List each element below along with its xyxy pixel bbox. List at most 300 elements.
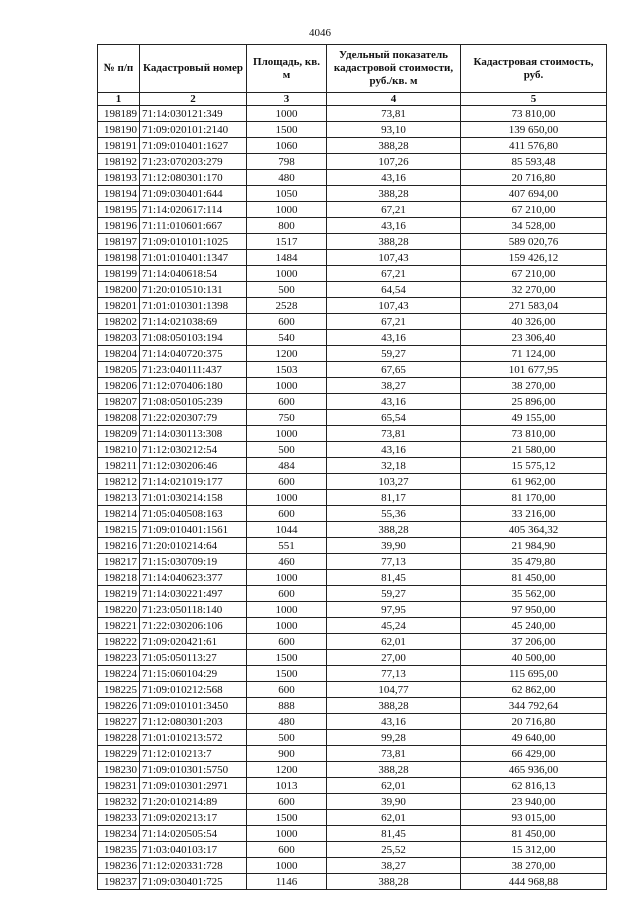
cadastral-value-cell: 589 020,76	[461, 234, 607, 250]
specific-value-cell: 39,90	[327, 538, 461, 554]
table-row	[98, 154, 607, 170]
row-number-cell: 198192	[98, 154, 140, 170]
cadastral-value-cell: 73 810,00	[461, 106, 607, 122]
row-number-cell: 198215	[98, 522, 140, 538]
cadastral-number-cell: 71:09:020213:17	[140, 810, 247, 826]
cadastral-number-cell: 71:01:010401:1347	[140, 250, 247, 266]
table-row	[98, 410, 607, 426]
specific-value-cell: 64,54	[327, 282, 461, 298]
specific-value-cell: 43,16	[327, 442, 461, 458]
area-cell: 600	[247, 474, 327, 490]
area-cell: 500	[247, 282, 327, 298]
specific-value-cell: 67,21	[327, 202, 461, 218]
cadastral-value-cell: 49 155,00	[461, 410, 607, 426]
row-number-cell: 198224	[98, 666, 140, 682]
specific-value-cell: 67,65	[327, 362, 461, 378]
table-row	[98, 442, 607, 458]
row-number-cell: 198236	[98, 858, 140, 874]
cadastral-number-cell: 71:23:070203:279	[140, 154, 247, 170]
specific-value-cell: 67,21	[327, 314, 461, 330]
cadastral-value-cell: 101 677,95	[461, 362, 607, 378]
specific-value-cell: 388,28	[327, 698, 461, 714]
area-cell: 1050	[247, 186, 327, 202]
area-cell: 600	[247, 506, 327, 522]
cadastral-number-cell: 71:20:010214:64	[140, 538, 247, 554]
specific-value-cell: 43,16	[327, 218, 461, 234]
cadastral-value-cell: 85 593,48	[461, 154, 607, 170]
table-row	[98, 666, 607, 682]
cadastral-number-cell: 71:09:010401:1561	[140, 522, 247, 538]
table-body	[98, 106, 607, 890]
table-row	[98, 106, 607, 122]
cadastral-value-cell: 81 170,00	[461, 490, 607, 506]
cadastral-number-cell: 71:14:021038:69	[140, 314, 247, 330]
cadastral-number-cell: 71:09:030401:644	[140, 186, 247, 202]
cadastral-value-cell: 159 426,12	[461, 250, 607, 266]
row-number-cell: 198218	[98, 570, 140, 586]
specific-value-cell: 77,13	[327, 554, 461, 570]
area-cell: 500	[247, 730, 327, 746]
cadastral-number-cell: 71:14:040618:54	[140, 266, 247, 282]
table-row	[98, 602, 607, 618]
cadastral-number-cell: 71:12:020331:728	[140, 858, 247, 874]
area-cell: 1500	[247, 666, 327, 682]
table-row	[98, 426, 607, 442]
cadastral-value-cell: 38 270,00	[461, 378, 607, 394]
table-row	[98, 746, 607, 762]
cadastral-number-cell: 71:14:020505:54	[140, 826, 247, 842]
cadastral-number-cell: 71:12:010213:7	[140, 746, 247, 762]
specific-value-cell: 27,00	[327, 650, 461, 666]
table-row	[98, 314, 607, 330]
specific-value-cell: 388,28	[327, 234, 461, 250]
cadastral-value-cell: 67 210,00	[461, 266, 607, 282]
cadastral-value-cell: 115 695,00	[461, 666, 607, 682]
cadastral-number-cell: 71:03:040103:17	[140, 842, 247, 858]
row-number-cell: 198212	[98, 474, 140, 490]
cadastral-value-cell: 407 694,00	[461, 186, 607, 202]
cadastral-number-cell: 71:20:010214:89	[140, 794, 247, 810]
area-cell: 1484	[247, 250, 327, 266]
area-cell: 600	[247, 634, 327, 650]
row-number-cell: 198197	[98, 234, 140, 250]
table-row	[98, 474, 607, 490]
specific-value-cell: 77,13	[327, 666, 461, 682]
cadastral-number-cell: 71:11:010601:667	[140, 218, 247, 234]
specific-value-cell: 73,81	[327, 106, 461, 122]
area-cell: 551	[247, 538, 327, 554]
table-row	[98, 778, 607, 794]
table-row	[98, 858, 607, 874]
area-cell: 1000	[247, 826, 327, 842]
row-number-cell: 198229	[98, 746, 140, 762]
area-cell: 1500	[247, 650, 327, 666]
row-number-cell: 198210	[98, 442, 140, 458]
row-number-cell: 198226	[98, 698, 140, 714]
cadastral-number-cell: 71:20:010510:131	[140, 282, 247, 298]
area-cell: 1503	[247, 362, 327, 378]
table-row	[98, 250, 607, 266]
specific-value-cell: 93,10	[327, 122, 461, 138]
cadastral-value-cell: 67 210,00	[461, 202, 607, 218]
specific-value-cell: 62,01	[327, 634, 461, 650]
row-number-cell: 198208	[98, 410, 140, 426]
table-row	[98, 538, 607, 554]
row-number-cell: 198199	[98, 266, 140, 282]
table-row	[98, 522, 607, 538]
row-number-cell: 198202	[98, 314, 140, 330]
table-header-row	[98, 45, 607, 93]
table-row	[98, 826, 607, 842]
area-cell: 1000	[247, 858, 327, 874]
table-row	[98, 730, 607, 746]
cadastral-number-cell: 71:12:080301:170	[140, 170, 247, 186]
row-number-cell: 198198	[98, 250, 140, 266]
area-cell: 1000	[247, 618, 327, 634]
table-row	[98, 810, 607, 826]
cadastral-number-cell: 71:23:040111:437	[140, 362, 247, 378]
row-number-cell: 198237	[98, 874, 140, 890]
area-cell: 600	[247, 682, 327, 698]
cadastral-number-cell: 71:05:040508:163	[140, 506, 247, 522]
cadastral-value-cell: 45 240,00	[461, 618, 607, 634]
cadastral-value-cell: 25 896,00	[461, 394, 607, 410]
cadastral-value-cell: 93 015,00	[461, 810, 607, 826]
area-cell: 600	[247, 394, 327, 410]
table-row	[98, 378, 607, 394]
table-row	[98, 586, 607, 602]
area-cell: 1060	[247, 138, 327, 154]
area-cell: 888	[247, 698, 327, 714]
column-number: 3	[247, 93, 327, 106]
cadastral-value-cell: 344 792,64	[461, 698, 607, 714]
area-cell: 1000	[247, 106, 327, 122]
cadastral-number-cell: 71:12:030206:46	[140, 458, 247, 474]
cadastral-value-cell: 73 810,00	[461, 426, 607, 442]
table-row	[98, 634, 607, 650]
specific-value-cell: 38,27	[327, 378, 461, 394]
area-cell: 1044	[247, 522, 327, 538]
specific-value-cell: 62,01	[327, 778, 461, 794]
cadastral-number-cell: 71:12:030212:54	[140, 442, 247, 458]
area-cell: 1000	[247, 602, 327, 618]
area-cell: 540	[247, 330, 327, 346]
table-row	[98, 698, 607, 714]
table-row	[98, 330, 607, 346]
cadastral-value-cell: 81 450,00	[461, 826, 607, 842]
table-row	[98, 490, 607, 506]
specific-value-cell: 62,01	[327, 810, 461, 826]
table-row	[98, 282, 607, 298]
cadastral-number-cell: 71:15:060104:29	[140, 666, 247, 682]
cadastral-value-cell: 33 216,00	[461, 506, 607, 522]
area-cell: 484	[247, 458, 327, 474]
cadastral-number-cell: 71:14:021019:177	[140, 474, 247, 490]
cadastral-number-cell: 71:09:010401:1627	[140, 138, 247, 154]
row-number-cell: 198209	[98, 426, 140, 442]
row-number-cell: 198235	[98, 842, 140, 858]
table-row	[98, 362, 607, 378]
row-number-cell: 198228	[98, 730, 140, 746]
table-row	[98, 458, 607, 474]
cadastral-value-cell: 35 562,00	[461, 586, 607, 602]
cadastral-value-cell: 38 270,00	[461, 858, 607, 874]
table-row	[98, 762, 607, 778]
cadastral-value-cell: 62 816,13	[461, 778, 607, 794]
specific-value-cell: 97,95	[327, 602, 461, 618]
cadastral-value-cell: 66 429,00	[461, 746, 607, 762]
table-row	[98, 266, 607, 282]
area-cell: 1517	[247, 234, 327, 250]
cadastral-number-cell: 71:09:030401:725	[140, 874, 247, 890]
area-cell: 900	[247, 746, 327, 762]
specific-value-cell: 25,52	[327, 842, 461, 858]
cadastral-number-cell: 71:22:030206:106	[140, 618, 247, 634]
table-row	[98, 122, 607, 138]
table-row	[98, 794, 607, 810]
specific-value-cell: 43,16	[327, 330, 461, 346]
specific-value-cell: 43,16	[327, 170, 461, 186]
specific-value-cell: 59,27	[327, 346, 461, 362]
specific-value-cell: 65,54	[327, 410, 461, 426]
table-row	[98, 298, 607, 314]
cadastral-value-cell: 40 326,00	[461, 314, 607, 330]
cadastral-number-cell: 71:14:040623:377	[140, 570, 247, 586]
row-number-cell: 198203	[98, 330, 140, 346]
row-number-cell: 198200	[98, 282, 140, 298]
row-number-cell: 198191	[98, 138, 140, 154]
row-number-cell: 198214	[98, 506, 140, 522]
cadastral-number-cell: 71:09:010301:5750	[140, 762, 247, 778]
area-cell: 1200	[247, 346, 327, 362]
row-number-cell: 198189	[98, 106, 140, 122]
specific-value-cell: 67,21	[327, 266, 461, 282]
cadastral-number-cell: 71:08:050105:239	[140, 394, 247, 410]
cadastral-value-cell: 411 576,80	[461, 138, 607, 154]
row-number-cell: 198205	[98, 362, 140, 378]
row-number-cell: 198216	[98, 538, 140, 554]
cadastral-number-cell: 71:09:010101:1025	[140, 234, 247, 250]
specific-value-cell: 104,77	[327, 682, 461, 698]
row-number-cell: 198225	[98, 682, 140, 698]
area-cell: 1000	[247, 202, 327, 218]
cadastral-number-cell: 71:09:010301:2971	[140, 778, 247, 794]
cadastral-number-cell: 71:12:070406:180	[140, 378, 247, 394]
specific-value-cell: 81,45	[327, 570, 461, 586]
specific-value-cell: 73,81	[327, 426, 461, 442]
row-number-cell: 198204	[98, 346, 140, 362]
area-cell: 600	[247, 794, 327, 810]
column-number-row	[98, 93, 607, 106]
cadastral-value-cell: 271 583,04	[461, 298, 607, 314]
row-number-cell: 198233	[98, 810, 140, 826]
table-row	[98, 170, 607, 186]
table-row	[98, 618, 607, 634]
row-number-cell: 198230	[98, 762, 140, 778]
cadastral-number-cell: 71:09:020101:2140	[140, 122, 247, 138]
header-area: Площадь, кв. м	[247, 45, 327, 93]
cadastral-value-cell: 61 962,00	[461, 474, 607, 490]
row-number-cell: 198195	[98, 202, 140, 218]
cadastral-value-cell: 23 306,40	[461, 330, 607, 346]
row-number-cell: 198231	[98, 778, 140, 794]
area-cell: 500	[247, 442, 327, 458]
row-number-cell: 198227	[98, 714, 140, 730]
cadastral-value-table	[97, 44, 607, 890]
row-number-cell: 198193	[98, 170, 140, 186]
specific-value-cell: 388,28	[327, 186, 461, 202]
specific-value-cell: 388,28	[327, 522, 461, 538]
row-number-cell: 198217	[98, 554, 140, 570]
cadastral-value-cell: 15 312,00	[461, 842, 607, 858]
column-number: 4	[327, 93, 461, 106]
table-row	[98, 218, 607, 234]
table-row	[98, 186, 607, 202]
specific-value-cell: 388,28	[327, 138, 461, 154]
specific-value-cell: 59,27	[327, 586, 461, 602]
cadastral-value-cell: 444 968,88	[461, 874, 607, 890]
cadastral-number-cell: 71:01:030214:158	[140, 490, 247, 506]
area-cell: 1500	[247, 810, 327, 826]
cadastral-number-cell: 71:12:080301:203	[140, 714, 247, 730]
area-cell: 1146	[247, 874, 327, 890]
cadastral-number-cell: 71:14:030113:308	[140, 426, 247, 442]
area-cell: 1013	[247, 778, 327, 794]
row-number-cell: 198194	[98, 186, 140, 202]
area-cell: 798	[247, 154, 327, 170]
specific-value-cell: 55,36	[327, 506, 461, 522]
cadastral-value-cell: 405 364,32	[461, 522, 607, 538]
page-number: 4046	[309, 27, 331, 39]
specific-value-cell: 39,90	[327, 794, 461, 810]
area-cell: 1200	[247, 762, 327, 778]
row-number-cell: 198232	[98, 794, 140, 810]
cadastral-number-cell: 71:09:020421:61	[140, 634, 247, 650]
area-cell: 800	[247, 218, 327, 234]
area-cell: 460	[247, 554, 327, 570]
cadastral-value-cell: 49 640,00	[461, 730, 607, 746]
specific-value-cell: 103,27	[327, 474, 461, 490]
area-cell: 1000	[247, 426, 327, 442]
cadastral-value-cell: 20 716,80	[461, 714, 607, 730]
table-row	[98, 138, 607, 154]
table-row	[98, 842, 607, 858]
specific-value-cell: 99,28	[327, 730, 461, 746]
cadastral-value-cell: 35 479,80	[461, 554, 607, 570]
cadastral-value-cell: 139 650,00	[461, 122, 607, 138]
table-row	[98, 346, 607, 362]
header-cadastral-value: Кадастровая стоимость, руб.	[461, 45, 607, 93]
area-cell: 600	[247, 842, 327, 858]
table-row	[98, 202, 607, 218]
specific-value-cell: 107,43	[327, 250, 461, 266]
cadastral-value-cell: 20 716,80	[461, 170, 607, 186]
row-number-cell: 198221	[98, 618, 140, 634]
area-cell: 1000	[247, 378, 327, 394]
cadastral-value-cell: 465 936,00	[461, 762, 607, 778]
cadastral-value-cell: 37 206,00	[461, 634, 607, 650]
cadastral-number-cell: 71:14:040720:375	[140, 346, 247, 362]
specific-value-cell: 81,45	[327, 826, 461, 842]
column-number: 5	[461, 93, 607, 106]
table-row	[98, 394, 607, 410]
cadastral-value-cell: 21 984,90	[461, 538, 607, 554]
specific-value-cell: 388,28	[327, 762, 461, 778]
cadastral-value-cell: 81 450,00	[461, 570, 607, 586]
area-cell: 600	[247, 586, 327, 602]
area-cell: 2528	[247, 298, 327, 314]
column-number: 1	[98, 93, 140, 106]
specific-value-cell: 73,81	[327, 746, 461, 762]
table-row	[98, 650, 607, 666]
cadastral-value-cell: 34 528,00	[461, 218, 607, 234]
row-number-cell: 198222	[98, 634, 140, 650]
specific-value-cell: 81,17	[327, 490, 461, 506]
specific-value-cell: 43,16	[327, 714, 461, 730]
table-row	[98, 874, 607, 890]
specific-value-cell: 45,24	[327, 618, 461, 634]
row-number-cell: 198211	[98, 458, 140, 474]
cadastral-number-cell: 71:01:010213:572	[140, 730, 247, 746]
cadastral-value-cell: 32 270,00	[461, 282, 607, 298]
table-row	[98, 714, 607, 730]
cadastral-value-cell: 15 575,12	[461, 458, 607, 474]
row-number-cell: 198220	[98, 602, 140, 618]
cadastral-value-cell: 40 500,00	[461, 650, 607, 666]
cadastral-number-cell: 71:22:020307:79	[140, 410, 247, 426]
area-cell: 1000	[247, 570, 327, 586]
cadastral-value-cell: 21 580,00	[461, 442, 607, 458]
cadastral-value-cell: 62 862,00	[461, 682, 607, 698]
area-cell: 1000	[247, 490, 327, 506]
table-row	[98, 506, 607, 522]
cadastral-number-cell: 71:09:010101:3450	[140, 698, 247, 714]
specific-value-cell: 32,18	[327, 458, 461, 474]
row-number-cell: 198207	[98, 394, 140, 410]
specific-value-cell: 388,28	[327, 874, 461, 890]
row-number-cell: 198223	[98, 650, 140, 666]
table-row	[98, 554, 607, 570]
cadastral-number-cell: 71:23:050118:140	[140, 602, 247, 618]
area-cell: 1500	[247, 122, 327, 138]
cadastral-number-cell: 71:05:050113:27	[140, 650, 247, 666]
area-cell: 480	[247, 170, 327, 186]
row-number-cell: 198201	[98, 298, 140, 314]
cadastral-value-cell: 23 940,00	[461, 794, 607, 810]
cadastral-number-cell: 71:08:050103:194	[140, 330, 247, 346]
specific-value-cell: 107,26	[327, 154, 461, 170]
specific-value-cell: 38,27	[327, 858, 461, 874]
area-cell: 480	[247, 714, 327, 730]
header-specific-value: Удельный показатель кадастровой стоимости, руб./кв. м	[327, 45, 461, 93]
specific-value-cell: 43,16	[327, 394, 461, 410]
cadastral-number-cell: 71:01:010301:1398	[140, 298, 247, 314]
area-cell: 600	[247, 314, 327, 330]
cadastral-number-cell: 71:15:030709:19	[140, 554, 247, 570]
row-number-cell: 198190	[98, 122, 140, 138]
area-cell: 1000	[247, 266, 327, 282]
area-cell: 750	[247, 410, 327, 426]
table-row	[98, 234, 607, 250]
row-number-cell: 198219	[98, 586, 140, 602]
cadastral-number-cell: 71:14:030221:497	[140, 586, 247, 602]
cadastral-value-cell: 71 124,00	[461, 346, 607, 362]
cadastral-value-cell: 97 950,00	[461, 602, 607, 618]
cadastral-number-cell: 71:09:010212:568	[140, 682, 247, 698]
table-row	[98, 682, 607, 698]
cadastral-number-cell: 71:14:020617:114	[140, 202, 247, 218]
table-row	[98, 570, 607, 586]
